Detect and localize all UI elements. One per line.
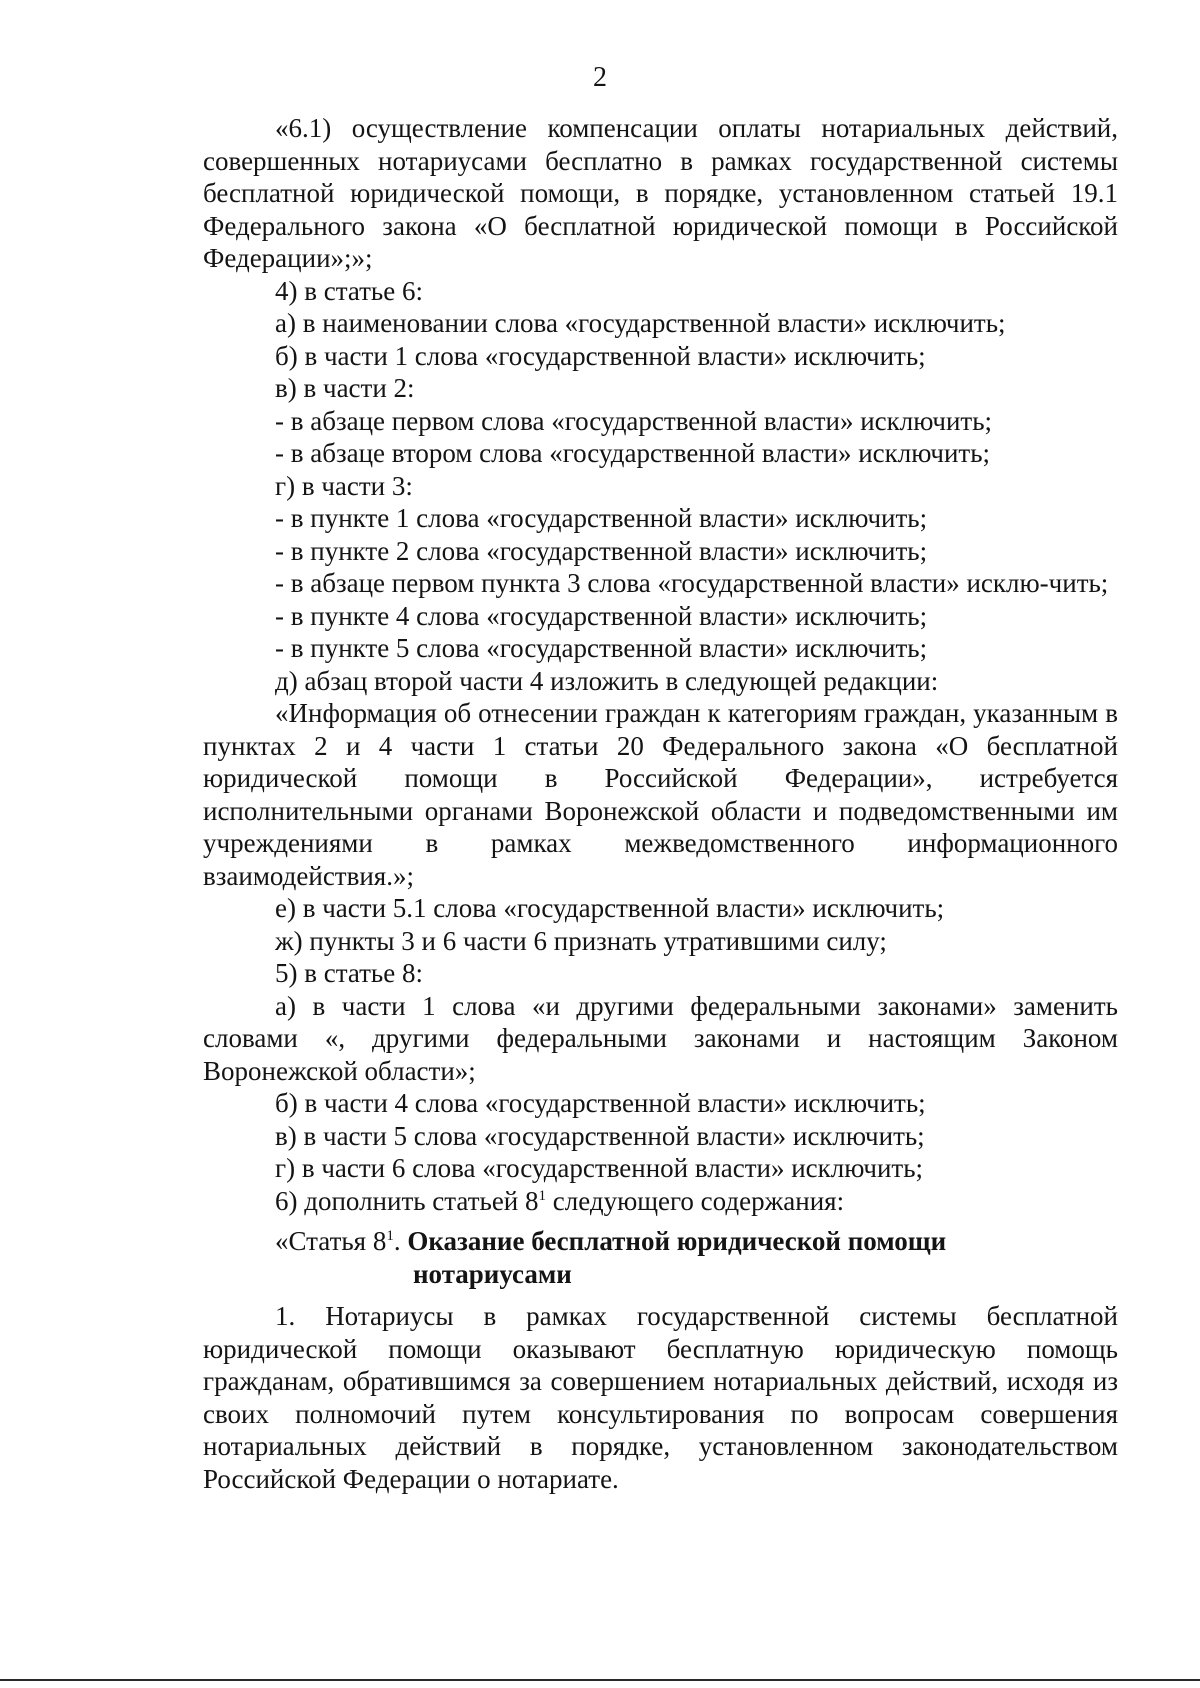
dash-item-first-paragraph: - в абзаце первом слова «государственной власти» исключить; xyxy=(275,405,993,436)
dash-item-point-3: - в абзаце первом пункта 3 слова «государственной власти» исклю-чить; xyxy=(275,568,1109,598)
document-body xyxy=(203,112,1118,1495)
article-8-subitem-v: в) в части 5 слова «государственной власти» исключить; xyxy=(275,1120,925,1151)
paragraph-6-1: «6.1) осуществление компенсации оплаты нотариальных действий, совершенных нотариусами бесплатно в рамках государственной системы бесплатной юридической помощи, в порядке, установленном статьей 19.1 Федерального закона «О бесплатной юридической помощи в Российской Федерации»;»; xyxy=(203,113,1118,273)
dash-item-second-paragraph: - в абзаце втором слова «государственной власти» исключить; xyxy=(275,438,991,468)
subitem-d: д) абзац второй части 4 изложить в следующей редакции: xyxy=(275,665,939,696)
item-6-superscript: 1 xyxy=(538,1187,547,1204)
subitem-zh: ж) пункты 3 и 6 части 6 признать утратившими силу; xyxy=(275,925,887,956)
item-6-add-article xyxy=(203,1185,1118,1218)
dash-item-point-4: - в пункте 4 слова «государственной власти» исключить; xyxy=(275,600,928,631)
article-8-subitem-g: г) в части 6 слова «государственной власти» исключить; xyxy=(275,1153,924,1183)
subitem-a: а) в наименовании слова «государственной власти» исключить; xyxy=(275,308,1006,338)
article-heading-title-line1: Оказание бесплатной юридической помощи xyxy=(407,1226,947,1256)
item-6-text-after: следующего содержания: xyxy=(546,1185,845,1216)
quoted-new-paragraph: «Информация об отнесении граждан к категориям граждан, указанным в пунктах 2 и 4 части 1 статьи 20 Федерального закона «О бесплатной юридической помощи в Российской Федерации», истребуется исполнительными органами Воронежской области и подведомственными им учреждениями в рамках межведомственного информационного взаимодействия.»; xyxy=(203,698,1118,891)
dash-item-point-1: - в пункте 1 слова «государственной власти» исключить; xyxy=(275,503,928,533)
item-6-text-before: 6) дополнить статьей 8 xyxy=(275,1185,539,1216)
subitem-v: в) в части 2: xyxy=(275,373,415,403)
article-8-1-paragraph-1: 1. Нотариусы в рамках государственной системы бесплатной юридической помощи оказывают бесплатную юридическую помощь гражданам, обратившимся за совершением нотариальных действий, исходя из своих полномочий путем консультирования по вопросам совершения нотариальных действий в порядке, установленном законодательством Российской Федерации о нотариате. xyxy=(203,1301,1118,1494)
article-heading-dot: . xyxy=(393,1226,401,1256)
page-bottom-rule xyxy=(0,1679,1200,1681)
item-5-article-8: 5) в статье 8: xyxy=(275,958,423,988)
article-heading xyxy=(203,1225,1118,1290)
subitem-b: б) в части 1 слова «государственной власти» исключить; xyxy=(275,340,926,371)
page-number: 2 xyxy=(593,62,607,93)
article-8-subitem-a: а) в части 1 слова «и другими федеральными законами» заменить словами «, другими федеральными законами и настоящим Законом Воронежской области»; xyxy=(203,990,1118,1086)
subitem-e: е) в части 5.1 слова «государственной власти» исключить; xyxy=(275,893,945,923)
article-heading-prefix: «Статья 8 xyxy=(275,1226,387,1256)
item-4-article-6: 4) в статье 6: xyxy=(275,275,423,306)
subitem-g: г) в части 3: xyxy=(275,470,413,501)
dash-item-point-5: - в пункте 5 слова «государственной власти» исключить; xyxy=(275,633,928,663)
dash-item-point-2: - в пункте 2 слова «государственной власти» исключить; xyxy=(275,535,928,566)
article-heading-title-line2: нотариусами xyxy=(413,1258,572,1289)
article-8-subitem-b: б) в части 4 слова «государственной власти» исключить; xyxy=(275,1088,926,1118)
article-heading-superscript: 1 xyxy=(386,1228,394,1244)
